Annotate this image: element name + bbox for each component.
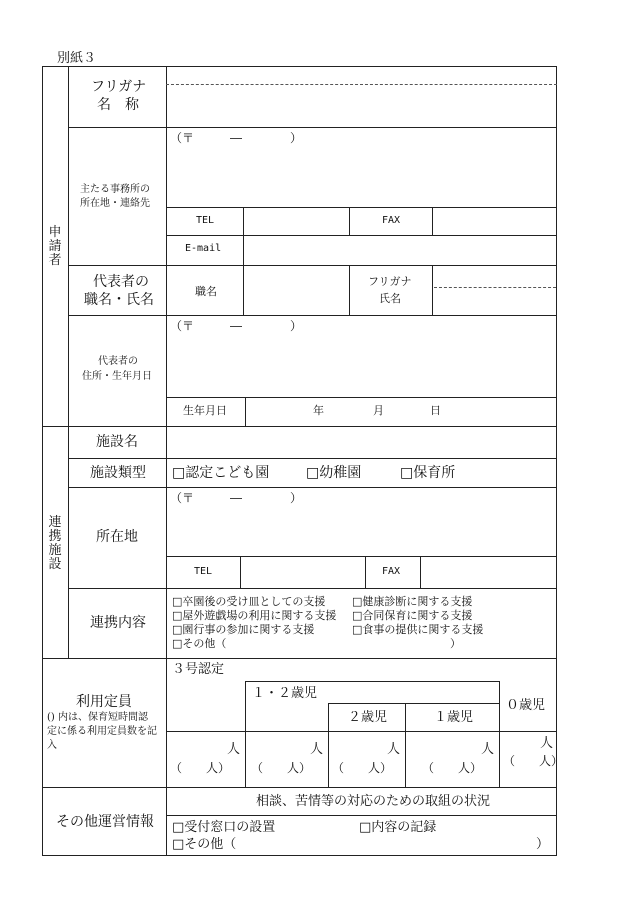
- birth-year-label: 年: [313, 404, 324, 417]
- cert3-label: ３号認定: [172, 662, 225, 677]
- capacity-note-1: () 内は、保育短時間認: [47, 712, 148, 723]
- age-1-label: １歳児: [434, 710, 474, 725]
- birth-day-label: 日: [430, 404, 441, 417]
- office-postal-field[interactable]: （〒 ― ）: [170, 131, 303, 145]
- cap-age12-unit: 人: [310, 742, 324, 757]
- cap-total-short[interactable]: （ 人）: [170, 761, 231, 775]
- email-label: E-mail: [185, 243, 222, 254]
- age-2-label: ２歳児: [348, 710, 388, 725]
- age-0-label: ０歳児: [506, 698, 546, 713]
- furigana-label: フリガナ: [91, 79, 147, 95]
- office-tel-field[interactable]: [245, 209, 347, 233]
- cap-age0-short[interactable]: （ 人）: [503, 754, 564, 768]
- coop-item-meals[interactable]: □食事の提供に関する支援: [352, 623, 484, 636]
- facility-tel-label: TEL: [194, 566, 213, 577]
- option-other-close: ）: [536, 837, 550, 852]
- facility-location-label: 所在地: [96, 529, 138, 545]
- rep-address-label-2: 住所・生年月日: [82, 371, 152, 382]
- position-label: 職名: [195, 285, 217, 298]
- rep-address-label-1: 代表者の: [98, 356, 138, 367]
- capacity-note-3: 入: [47, 740, 57, 751]
- age-1-2-label: １・２歳児: [252, 686, 318, 701]
- position-field[interactable]: [245, 267, 347, 313]
- rep-furigana-label: フリガナ: [368, 275, 412, 288]
- representative-label-2: 職名・氏名: [84, 292, 154, 308]
- name-field[interactable]: [168, 86, 554, 125]
- capacity-note-2: 定に係る利用定員数を記: [47, 726, 157, 737]
- cooperation-label: 連携内容: [90, 615, 146, 631]
- form-number: 別紙３: [57, 51, 97, 66]
- option-record-content[interactable]: □内容の記録: [359, 820, 437, 835]
- other-info-label: その他運営情報: [56, 814, 154, 830]
- facility-postal-field[interactable]: （〒 ― ）: [170, 491, 303, 505]
- email-field[interactable]: [245, 237, 554, 263]
- cap-age1-short[interactable]: （ 人）: [422, 761, 483, 775]
- coop-item-other[interactable]: □その他（: [172, 637, 227, 650]
- birth-month-label: 月: [373, 404, 384, 417]
- facility-tel-field[interactable]: [242, 558, 363, 586]
- office-address-label-2: 所在地・連絡先: [80, 198, 150, 209]
- option-other[interactable]: □その他（: [172, 837, 237, 852]
- rep-name-label: 氏名: [379, 292, 401, 305]
- office-fax-label: FAX: [382, 215, 401, 226]
- facility-type-label: 施設類型: [90, 465, 146, 481]
- cap-total-unit: 人: [227, 742, 241, 757]
- office-address-label-1: 主たる事務所の: [80, 184, 150, 195]
- option-reception-window[interactable]: □受付窓口の設置: [172, 820, 276, 835]
- capacity-label: 利用定員: [76, 694, 132, 710]
- rep-postal-field[interactable]: （〒 ― ）: [170, 319, 303, 333]
- cap-age2-short[interactable]: （ 人）: [332, 761, 393, 775]
- complaint-heading: 相談、苦情等の対応のための取組の状況: [256, 794, 491, 809]
- coop-item-health-check[interactable]: □健康診断に関する支援: [352, 595, 473, 608]
- name-label: 名 称: [97, 97, 139, 113]
- facility-name-field[interactable]: [168, 428, 554, 456]
- cap-age2-unit: 人: [387, 742, 401, 757]
- representative-label-1: 代表者の: [93, 274, 149, 290]
- coop-item-after-graduation[interactable]: □卒園後の受け皿としての支援: [172, 595, 326, 608]
- facility-fax-label: FAX: [382, 566, 401, 577]
- birthdate-label: 生年月日: [183, 404, 227, 417]
- coop-item-events[interactable]: □園行事の参加に関する支援: [172, 623, 315, 636]
- type-option-yochien[interactable]: □幼稚園: [306, 465, 362, 481]
- coop-other-close: ）: [450, 637, 461, 650]
- applicant-section-label: 申請者: [48, 225, 62, 268]
- cap-age12-short[interactable]: （ 人）: [251, 761, 312, 775]
- coop-item-playground[interactable]: □屋外遊戯場の利用に関する支援: [172, 609, 337, 622]
- type-option-hoikusho[interactable]: □保育所: [400, 465, 456, 481]
- cap-age1-unit: 人: [481, 742, 495, 757]
- facility-fax-field[interactable]: [422, 558, 554, 586]
- coop-item-joint-childcare[interactable]: □合同保育に関する支援: [352, 609, 473, 622]
- cap-age0-unit: 人: [540, 736, 554, 751]
- type-option-kodomoen[interactable]: □認定こども園: [172, 465, 270, 481]
- rep-name-field[interactable]: [434, 289, 554, 313]
- facility-name-label: 施設名: [96, 434, 138, 450]
- office-tel-label: TEL: [196, 215, 215, 226]
- office-fax-field[interactable]: [434, 209, 554, 233]
- facility-section-label: 連携施設: [48, 515, 62, 572]
